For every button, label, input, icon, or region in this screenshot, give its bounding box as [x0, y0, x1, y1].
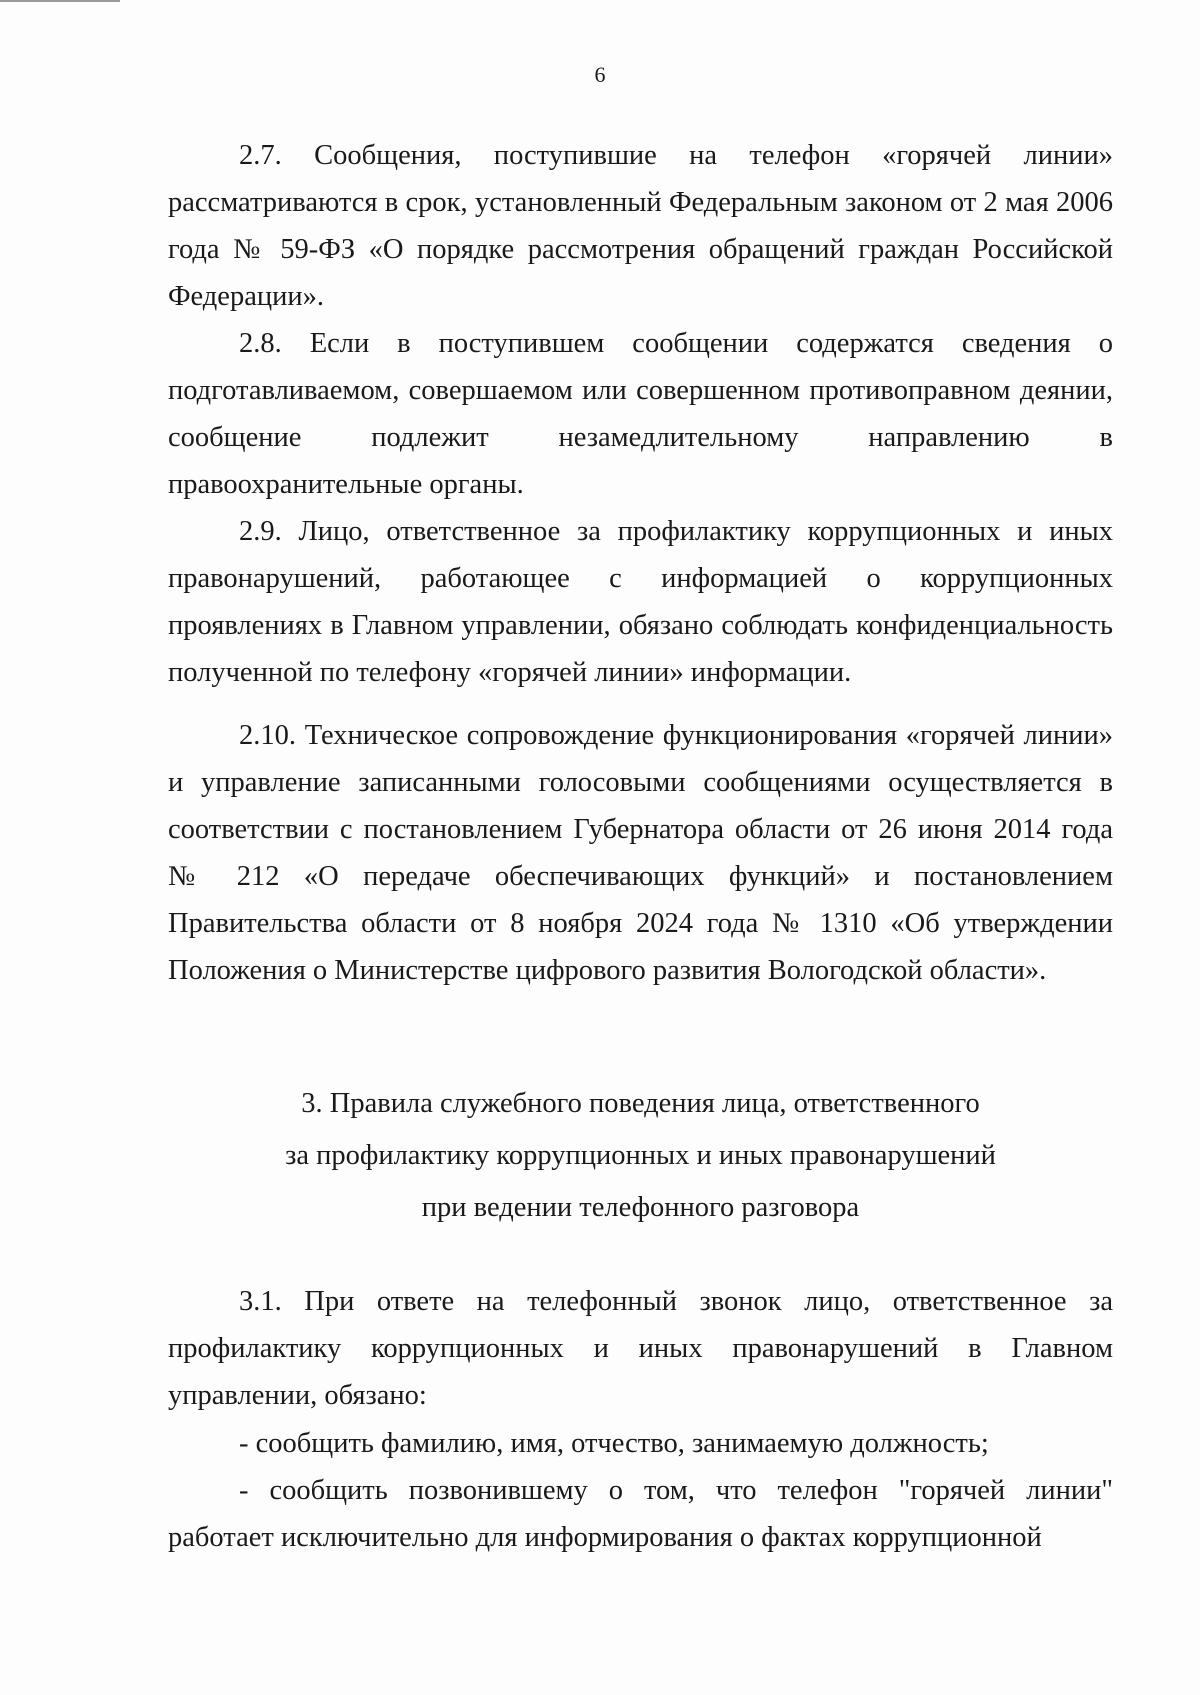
heading-line-1: 3. Правила служебного поведения лица, ответственного [301, 1088, 980, 1119]
bullet-item-1: - сообщить фамилию, имя, отчество, занимаемую должность; [239, 1428, 989, 1459]
section-3-heading [168, 1078, 1113, 1234]
paragraph-2-7: 2.7. Сообщения, поступившие на телефон «горячей линии» рассматриваются в срок, установленный Федеральным законом от 2 мая 2006 года № 59-ФЗ «О порядке рассмотрения обращений граждан Российской Федерации». [168, 140, 1113, 312]
paragraph-2-9: 2.9. Лицо, ответственное за профилактику коррупционных и иных правонарушений, работающее с информацией о коррупционных проявлениях в Главном управлении, обязано соблюдать конфиденциальность полученной по телефону «горячей линии» информации. [168, 516, 1113, 688]
paragraph-2-8: 2.8. Если в поступившем сообщении содержатся сведения о подготавливаемом, совершаемом или совершенном противоправном деянии, сообщение подлежит незамедлительному направлению в правоохранительные органы. [168, 328, 1113, 500]
bullet-item-2: - сообщить позвонившему о том, что телефон "горячей линии" работает исключительно для информирования о фактах коррупционной [168, 1475, 1113, 1553]
paragraph-3-1: 3.1. При ответе на телефонный звонок лицо, ответственное за профилактику коррупционных и иных правонарушений в Главном управлении, обязано: [168, 1286, 1113, 1411]
scan-edge-line [0, 0, 120, 2]
heading-line-3: при ведении телефонного разговора [421, 1192, 860, 1223]
paragraph-2-10: 2.10. Техническое сопровождение функционирования «горячей линии» и управление записанными голосовыми сообщениями осуществляется в соответствии с постановлением Губернатора области от 26 июня 2014 года № 212 «О передаче обеспечивающих функций» и постановлением Правительства области от 8 ноября 2024 года № 1310 «Об утверждении Положения о Министерстве цифрового развития Вологодской области». [168, 720, 1113, 986]
page-number: 6 [594, 62, 606, 87]
heading-line-2: за профилактику коррупционных и иных правонарушений [285, 1140, 996, 1171]
